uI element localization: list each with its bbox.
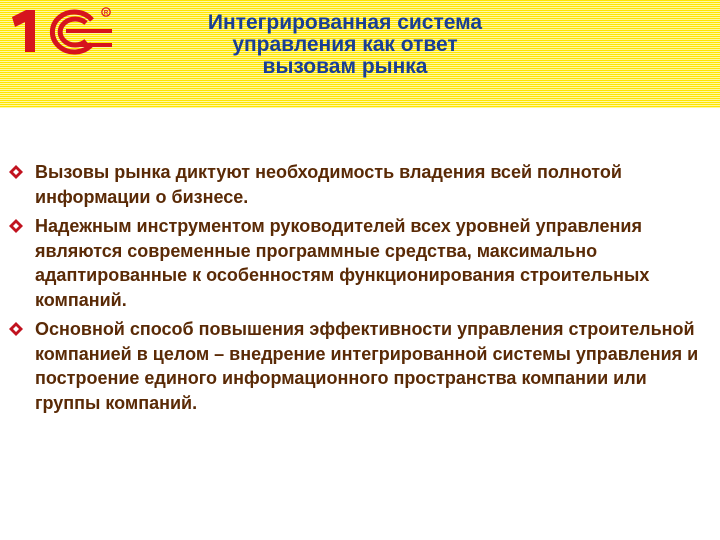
svg-text:R: R xyxy=(103,10,109,17)
bullet-item xyxy=(8,317,714,415)
bullet-item xyxy=(8,214,714,312)
diamond-bullet-icon xyxy=(8,321,24,337)
1c-logo xyxy=(6,4,114,56)
bullet-text: Основной способ повышения эффективности управления строительной компанией в целом – внедрение интегрированной системы управления и построение единого информационного пространства компании или группы компаний. xyxy=(35,319,699,413)
bullet-item xyxy=(8,160,714,209)
bullet-text: Надежным инструментом руководителей всех уровней управления являются современные программные средства, максимально адаптированные к особенностям функционирования строительных компаний. xyxy=(35,216,650,310)
bullet-text: Вызовы рынка диктуют необходимость владения всей полнотой информации о бизнесе. xyxy=(35,162,622,207)
slide-title: Интегрированная система управления как ответ вызовам рынка xyxy=(207,11,483,78)
diamond-bullet-icon xyxy=(8,164,24,180)
diamond-bullet-icon xyxy=(8,218,24,234)
bullet-list xyxy=(8,160,714,420)
